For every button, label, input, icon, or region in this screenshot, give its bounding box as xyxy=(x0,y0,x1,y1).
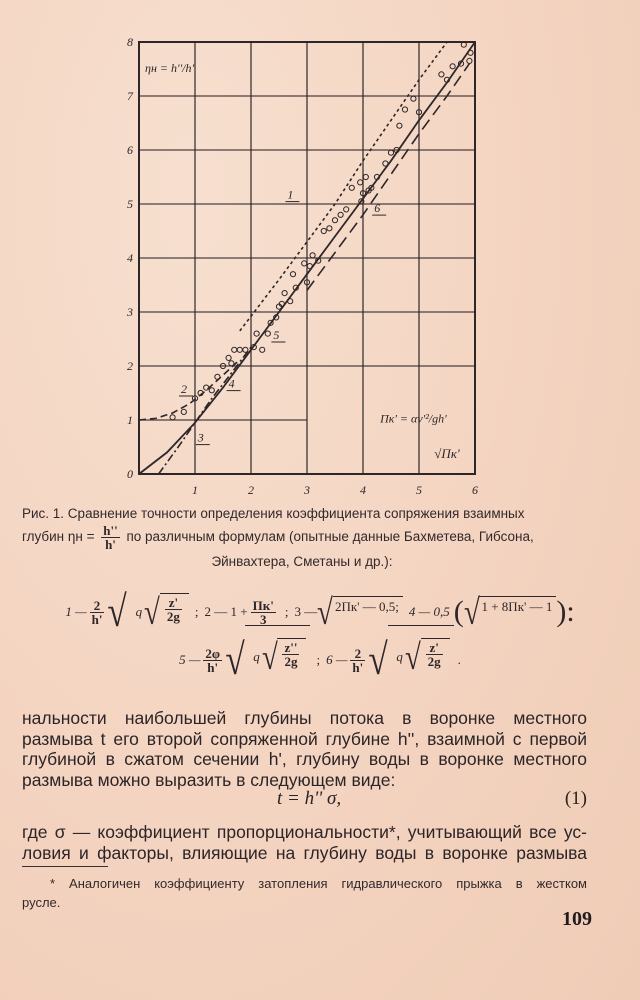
body-line: нальности наибольшей глубины потока в воронке местного xyxy=(22,708,587,728)
formula-1: 1 — $\frac{2}{h'}$ √ q √ $\frac{z'}{2g}$ ; xyxy=(65,587,199,636)
svg-text:1: 1 xyxy=(127,413,133,427)
formula-annotation: Пк' = αv'²/gh' xyxy=(380,411,447,426)
svg-text:5: 5 xyxy=(416,483,422,497)
svg-text:5: 5 xyxy=(127,197,133,211)
page-number: 109 xyxy=(562,908,592,930)
sqrt-icon: √ xyxy=(107,587,128,636)
formula-6: 6 — $\frac{2}{h'}$ √ q √ $\frac{z'}{2g}$ . xyxy=(326,640,461,680)
svg-text:5: 5 xyxy=(273,328,280,342)
footnote xyxy=(22,874,587,912)
footnote-line-1: * Аналогичен коэффициенту затопления гидравлического прыжка в жестком xyxy=(50,876,587,891)
chart-canvas xyxy=(110,30,510,502)
sqrt-icon: √ xyxy=(317,592,333,632)
caption-line-1: Рис. 1. Сравнение точности определения коэффициента сопряжения взаимных xyxy=(22,506,525,521)
formula-row-1 xyxy=(20,588,620,636)
svg-text:0: 0 xyxy=(127,467,133,481)
formula-5: 5 — $\frac{2\varphi}{h'}$ √ q √ $\frac{z''}{2g}$ ; xyxy=(179,640,326,680)
svg-text:2: 2 xyxy=(248,483,254,497)
curve-6 xyxy=(307,64,469,291)
footnote-divider xyxy=(22,866,108,867)
sqrt-icon: √ xyxy=(463,592,480,632)
formula-legend xyxy=(20,588,620,684)
caption-eta-prefix: глубин ηн = xyxy=(22,529,95,545)
x-axis-label: √Пк' xyxy=(434,445,460,461)
caption-suffix: по различным формулам (опытные данные Бахметева, Гибсона, xyxy=(126,529,534,545)
svg-text:6: 6 xyxy=(374,201,381,216)
svg-text:3: 3 xyxy=(197,430,204,445)
body-line: где σ — коэффициент пропорциональности*, учитывающий все ус- xyxy=(22,822,587,842)
svg-text:7: 7 xyxy=(127,89,133,103)
experimental-points xyxy=(170,42,473,420)
body-line: глубиной в сжатом сечении h', глубину воды в воронке местного xyxy=(22,749,587,769)
y-axis-ticks xyxy=(126,35,134,481)
svg-text:3: 3 xyxy=(304,483,310,497)
caption-fraction: $\frac{h''}{h'}$ xyxy=(103,523,118,552)
equation-expression: t = h'' σ, xyxy=(277,788,342,809)
formula-3: 3 — √ 2Пк' — 0,5; xyxy=(294,595,402,629)
formula-row-2 xyxy=(20,636,620,684)
equation-1 xyxy=(22,788,587,814)
body-paragraph-2 xyxy=(22,822,587,864)
sqrt-icon: √ xyxy=(144,592,160,632)
body-paragraph-1 xyxy=(22,708,587,790)
x-axis-ticks xyxy=(192,483,478,497)
svg-text:6: 6 xyxy=(127,143,133,157)
caption-line-2 xyxy=(22,524,582,551)
body-line: размыва t его второй сопряженной глубине h'', взаимной с первой xyxy=(22,728,587,749)
equation-number: (1) xyxy=(564,788,587,809)
caption-line-3: Эйнвахтера, Сметаны и др.): xyxy=(211,554,393,569)
chart-grid xyxy=(139,42,475,474)
footnote-line-2: русле. xyxy=(22,895,61,910)
svg-text:4: 4 xyxy=(228,376,235,391)
body-line: ловия и факторы, влияющие на глубину воды в воронке размыва xyxy=(22,843,587,863)
curve-1 xyxy=(240,42,447,331)
figure-1-chart xyxy=(110,30,510,502)
svg-text:1: 1 xyxy=(192,483,198,497)
svg-text:1: 1 xyxy=(287,187,294,202)
svg-text:6: 6 xyxy=(472,483,478,497)
sqrt-icon: √ xyxy=(225,635,245,684)
sqrt-icon: √ xyxy=(404,636,421,677)
sqrt-icon: √ xyxy=(261,636,278,677)
sqrt-icon: √ xyxy=(368,635,388,684)
svg-text:8: 8 xyxy=(127,35,133,49)
body-line: размыва можно выразить в следующем виде: xyxy=(22,769,396,790)
figure-caption xyxy=(22,503,582,572)
formula-4: 4 — 0,5 ( √ 1 + 8Пк' — 1 ): xyxy=(408,592,575,632)
svg-text:4: 4 xyxy=(360,483,366,497)
y-axis-label: ηн = h''/h' xyxy=(145,61,195,75)
svg-text:2: 2 xyxy=(181,382,187,396)
formula-2: 2 — 1 + $\frac{Пк'}{3}$ ; xyxy=(204,597,289,627)
svg-text:3: 3 xyxy=(127,305,133,319)
svg-text:2: 2 xyxy=(127,359,133,373)
svg-text:4: 4 xyxy=(127,251,133,265)
